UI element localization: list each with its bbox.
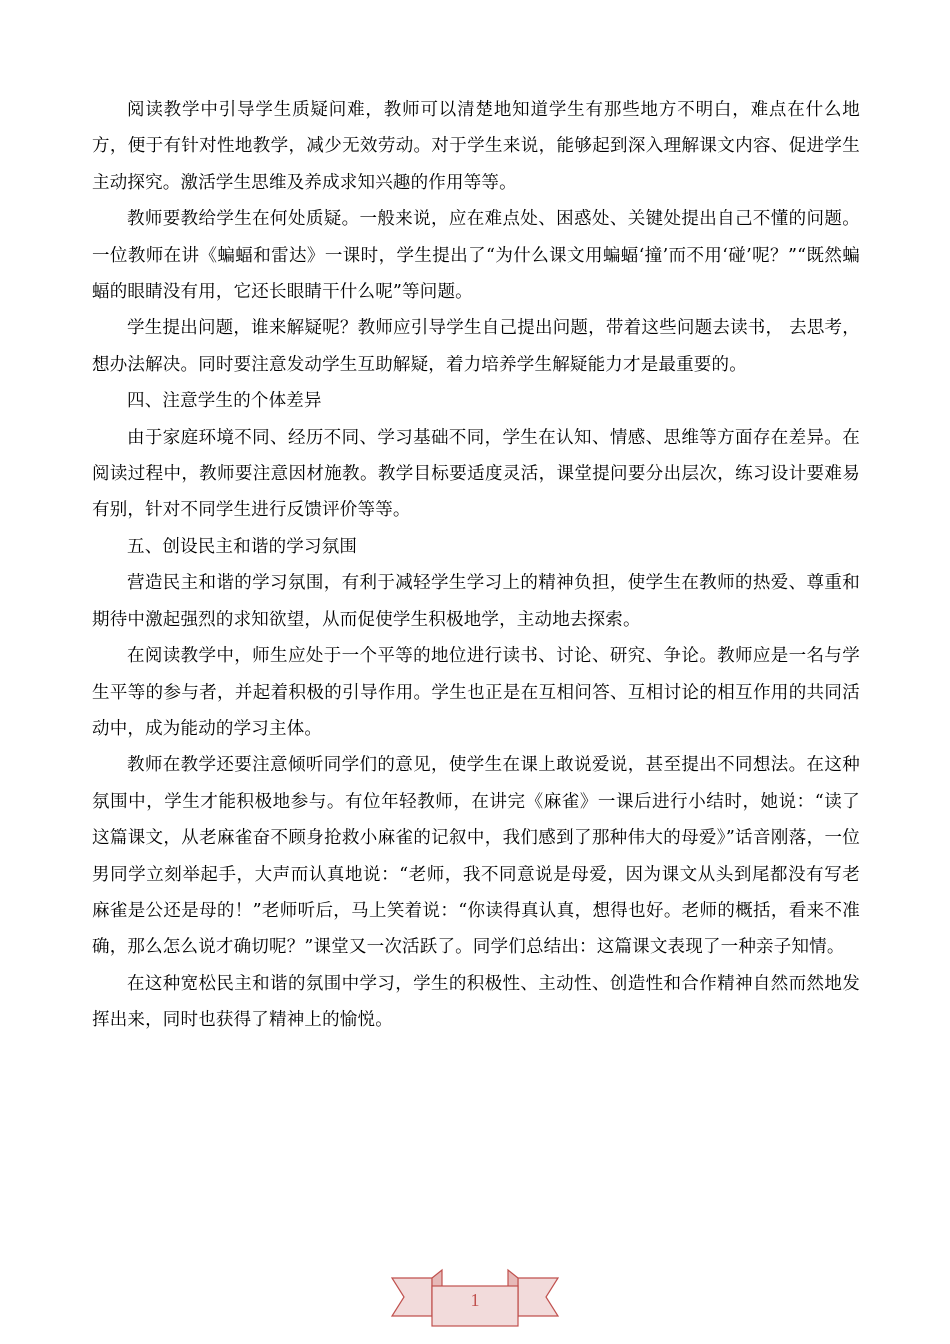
paragraph: 在阅读教学中，师生应处于一个平等的地位进行读书、讨论、研究、争论。教师应是一名与学生平等的参与者，并起着积极的引导作用。学生也正是在互相问答、互相讨论的相互作用的共同活动中，成为能动的学习主体。 bbox=[92, 646, 860, 739]
paragraph: 学生提出问题，谁来解疑呢？教师应引导学生自己提出问题，带着这些问题去读书， 去思考，想办法解决。同时要注意发动学生互助解疑，着力培养学生解疑能力才是最重要的。 bbox=[92, 318, 860, 375]
paragraph: 教师要教给学生在何处质疑。一般来说，应在难点处、困惑处、关键处提出自己不懂的问题。一位教师在讲《蝙蝠和雷达》一课时，学生提出了“为什么课文用蝙蝠‘撞’而不用‘碰’呢？”“既然蝙蝠的眼睛没有用，它还长眼睛干什么呢”等问题。 bbox=[92, 209, 860, 303]
paragraph: 在这种宽松民主和谐的氛围中学习，学生的积极性、主动性、创造性和合作精神自然而然地发挥出来，同时也获得了精神上的愉悦。 bbox=[92, 973, 860, 1031]
paragraph: 营造民主和谐的学习氛围，有利于减轻学生学习上的精神负担，使学生在教师的热爱、尊重和期待中激起强烈的求知欲望，从而促使学生积极地学，主动地去探索。 bbox=[92, 573, 860, 630]
paragraph: 教师在教学还要注意倾听同学们的意见，使学生在课上敢说爱说，甚至提出不同想法。在这种氛围中，学生才能积极地参与。有位年轻教师，在讲完《麻雀》一课后进行小结时，她说：“读了这篇课文，从老麻雀奋不顾身抢救小麻雀的记叙中，我们感到了那种伟大的母爱》”话音刚落，一位男同学立刻举起手，大声而认真地说：“老师，我不同意说是母爱，因为课文从头到尾都没有写老麻雀是公还是母的！”老师听后，马上笑着说：“你读得真认真，想得也好。老师的概括，看来不准确，那么怎么说才确切呢？”课堂又一次活跃了。同学们总结出：这篇课文表现了一种亲子知情。 bbox=[92, 755, 860, 958]
page-number-badge bbox=[390, 1268, 560, 1328]
page-number: 1 bbox=[470, 1290, 480, 1310]
paragraph: 阅读教学中引导学生质疑问难，教师可以清楚地知道学生有那些地方不明白，难点在什么地方，便于有针对性地教学，减少无效劳动。对于学生来说，能够起到深入理解课文内容、促进学生主动探究。激活学生思维及养成求知兴趣的作用等等。 bbox=[92, 100, 860, 193]
document-body bbox=[92, 92, 860, 1039]
section-heading: 五、创设民主和谐的学习氛围 bbox=[127, 536, 358, 557]
paragraph: 由于家庭环境不同、经历不同、学习基础不同，学生在认知、情感、思维等方面存在差异。在阅读过程中，教师要注意因材施教。教学目标要适度灵活，课堂提问要分出层次，练习设计要难易有别，针对不同学生进行反馈评价等等。 bbox=[92, 427, 860, 521]
section-heading: 四、注意学生的个体差异 bbox=[127, 391, 322, 412]
